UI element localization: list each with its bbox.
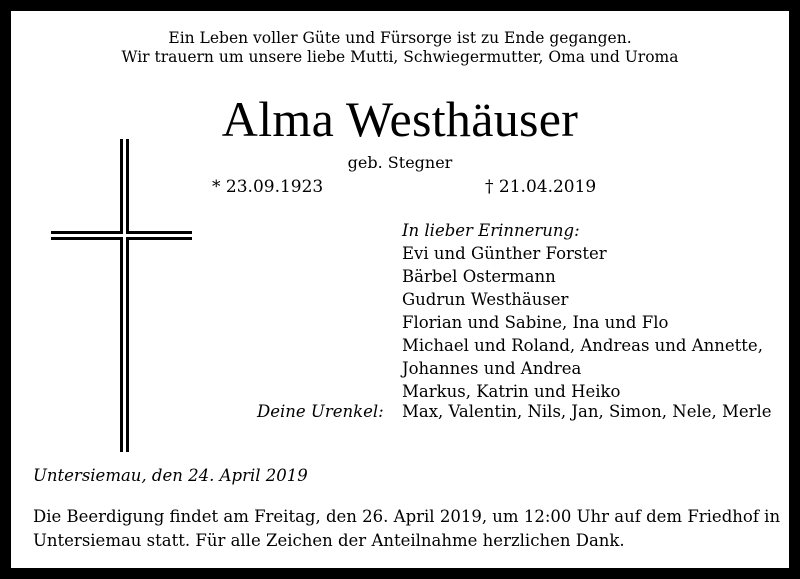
intro-line-1: Ein Leben voller Güte und Fürsorge ist zu Ende gegangen. — [168, 29, 632, 47]
intro-line-2: Wir trauern um unsere liebe Mutti, Schwiegermutter, Oma und Uroma — [121, 48, 679, 66]
funeral-line-1: Die Beerdigung findet am Freitag, den 26. April 2019, um 12:00 Uhr auf dem Friedhof in — [33, 507, 781, 526]
deceased-name: Alma Westhäuser — [221, 91, 579, 147]
mourner-line: Markus, Katrin und Heiko — [402, 382, 621, 401]
birth-date: * 23.09.1923 — [212, 177, 324, 197]
mourner-line: Johannes und Andrea — [402, 359, 582, 378]
funeral-line-2: Untersiemau statt. Für alle Zeichen der Anteilnahme herzlichen Dank. — [33, 531, 625, 550]
maiden-name: geb. Stegner — [347, 153, 453, 172]
mourner-line: Gudrun Westhäuser — [402, 290, 569, 309]
place-date: Untersiemau, den 24. April 2019 — [33, 466, 308, 485]
mourners-heading: In lieber Erinnerung: — [402, 221, 580, 240]
mourner-line: Michael und Roland, Andreas und Annette, — [402, 336, 763, 355]
mourner-line: Evi und Günther Forster — [402, 244, 607, 263]
mourner-line: Florian und Sabine, Ina und Flo — [402, 313, 669, 332]
great-grandchildren-label: Deine Urenkel: — [257, 402, 384, 421]
funeral-notice — [33, 505, 781, 553]
death-date: † 21.04.2019 — [485, 177, 597, 197]
mourner-line: Bärbel Ostermann — [402, 267, 556, 286]
great-grandchildren-names: Max, Valentin, Nils, Jan, Simon, Nele, Merle — [402, 402, 772, 421]
mourners-list — [402, 219, 763, 403]
